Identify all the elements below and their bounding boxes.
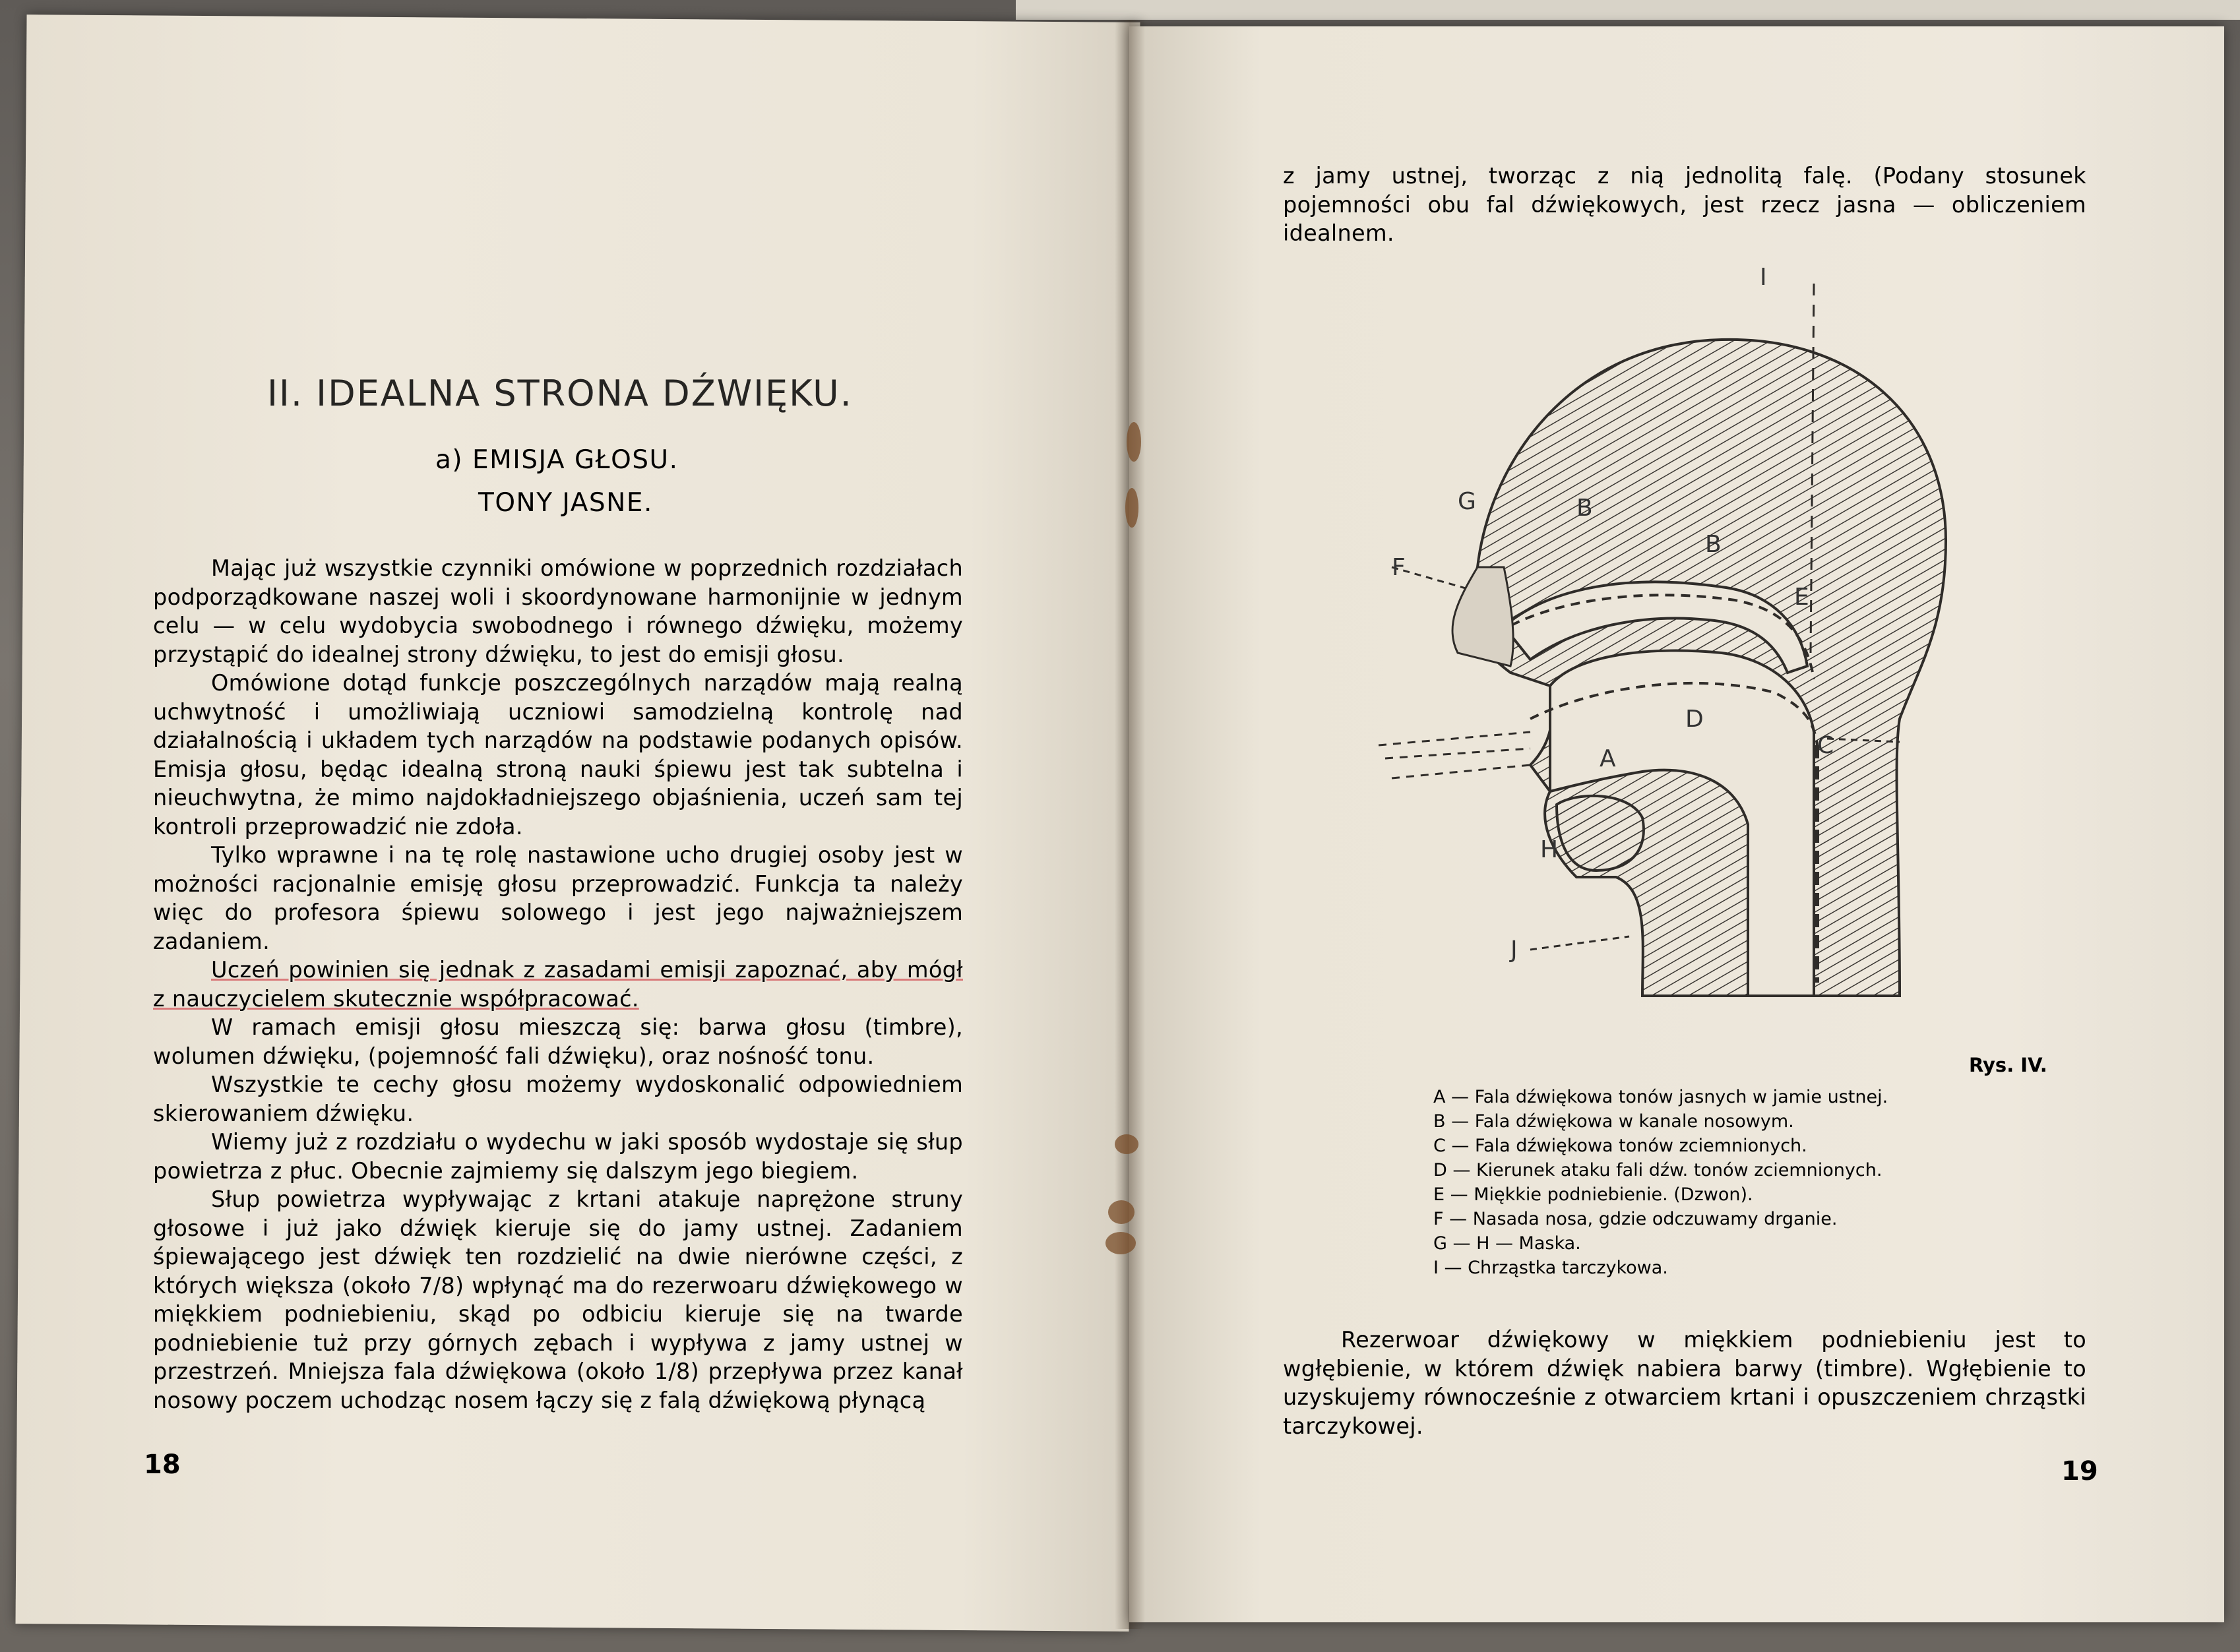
leader-line-j	[1530, 936, 1629, 950]
right-top-text	[1283, 162, 2086, 248]
figure-label-e: E	[1794, 584, 1809, 611]
figure-label-j: J	[1510, 936, 1518, 964]
figure-label-b1: B	[1576, 495, 1593, 522]
section-subtitle: TONY JASNE.	[478, 488, 653, 518]
legend-item: I — Chrząstka tarczykowa.	[1433, 1258, 1668, 1278]
chapter-title: II. IDEALNA STRONA DŹWIĘKU.	[267, 373, 853, 414]
paragraph: Rezerwoar dźwiękowy w miękkiem podniebieniu jest to wgłębienie, w którem dźwięk nabiera barwy (timbre). Wgłębienie to uzyskujemy równocześnie z otwarciem krtani i opuszczeniem chrząstki tarczykowej.	[1283, 1327, 2086, 1439]
exhale-lines	[1379, 732, 1530, 778]
figure-label-i: I	[1760, 264, 1767, 291]
spine-stain	[1125, 488, 1138, 528]
figure-label-c: C	[1817, 732, 1834, 759]
spine-stain	[1115, 1134, 1138, 1154]
spine-stain	[1127, 422, 1141, 462]
paragraph-underlined	[153, 956, 963, 1013]
nose-tip	[1452, 567, 1513, 666]
legend-item: E — Miękkie podniebienie. (Dzwon).	[1433, 1184, 1753, 1205]
right-bottom-text	[1283, 1326, 2086, 1440]
figure-label-h: H	[1540, 836, 1559, 863]
paragraph: Tylko wprawne i na tę rolę nastawione ucho drugiej osoby jest w możności racjonalnie emisję głosu przeprowadzić. Funkcja ta należy więc do profesora śpiewu solowego i jest jego najważniejszem zadaniem.	[153, 842, 963, 954]
figure-label-a: A	[1600, 745, 1616, 772]
underlined-text: Uczeń powinien się jednak z zasadami emisji zapoznać, aby mógł z nauczycielem skutecznie współpracować.	[153, 957, 963, 1012]
page-number-right: 19	[2061, 1456, 2098, 1486]
section-title: a) EMISJA GŁOSU.	[435, 445, 679, 475]
legend-item: A — Fala dźwiękowa tonów jasnych w jamie ustnej.	[1433, 1087, 1888, 1107]
head-cross-section-figure	[1379, 257, 1985, 1022]
paragraph: Mając już wszystkie czynniki omówione w poprzednich rozdziałach podporządkowane naszej woli i skoordynowane harmonijnie w jednym celu — w celu wydobycia swobodnego i równego dźwięku, możemy przystąpić do idealnej strony dźwięku, to jest do emisji głosu.	[153, 555, 963, 667]
underlying-sheet	[1016, 0, 2240, 20]
legend-item: B — Fala dźwiękowa w kanale nosowym.	[1433, 1111, 1794, 1132]
spine-stain	[1105, 1232, 1136, 1254]
figure-label-f: F	[1392, 554, 1406, 581]
figure-label-b2: B	[1705, 531, 1722, 558]
spine-stain	[1108, 1200, 1135, 1224]
figure-legend	[1433, 1085, 1888, 1280]
figure-caption-title: Rys. IV.	[1969, 1054, 2047, 1076]
book-spine	[1115, 20, 1145, 1629]
legend-item: F — Nasada nosa, gdzie odczuwamy drganie.	[1433, 1209, 1838, 1229]
page-number-left: 18	[144, 1450, 181, 1480]
legend-item: G — H — Maska.	[1433, 1233, 1581, 1254]
legend-item: D — Kierunek ataku fali dźw. tonów zciemnionych.	[1433, 1160, 1882, 1180]
paragraph: Słup powietrza wypływając z krtani atakuje naprężone struny głosowe i już jako dźwięk kieruje się do jamy ustnej. Zadaniem śpiewającego jest dźwięk ten rozdzielić na dwie nierówne części, z których większa (około 7/8) wpłynąć ma do rezerwoaru dźwiękowego w miękkiem podniebieniu, skąd po odbiciu kieruje się na twarde podniebienie tuż przy górnych zębach i wypływa z jamy ustnej w przestrzeń. Mniejsza fala dźwiękowa (około 1/8) przepływa przez kanał nosowy poczem uchodząc nosem łączy się z falą dźwiękową płynącą	[153, 1186, 963, 1413]
figure-label-d: D	[1685, 706, 1704, 733]
paragraph: Wszystkie te cechy głosu możemy wydoskonalić odpowiedniem skierowaniem dźwięku.	[153, 1072, 963, 1126]
legend-item: C — Fala dźwiękowa tonów zciemnionych.	[1433, 1136, 1807, 1156]
paragraph: Omówione dotąd funkcje poszczególnych narządów mają realną uchwytność i umożliwiają uczniowi samodzielną kontrolę nad działalnością i układem tych narządów na podstawie podanych opisów. Emisja głosu, będąc idealną stroną nauki śpiewu jest tak subtelna i nieuchwytna, że mimo najdokładniejszego objaśnienia, uczeń sam tej kontroli przeprowadzić nie zdoła.	[153, 670, 963, 840]
figure-label-g: G	[1458, 488, 1476, 515]
paragraph: Wiemy już z rozdziału o wydechu w jaki sposób wydostaje się słup powietrza z płuc. Obecnie zajmiemy się dalszym jego biegiem.	[153, 1129, 963, 1184]
paragraph: W ramach emisji głosu mieszczą się: barwa głosu (timbre), wolumen dźwięku, (pojemność fali dźwięku), oraz nośność tonu.	[153, 1014, 963, 1069]
left-body-text	[153, 554, 963, 1415]
paragraph: z jamy ustnej, tworząc z nią jednolitą falę. (Podany stosunek pojemności obu fal dźwiękowych, jest rzecz jasna — obliczeniem idealnem.	[1283, 163, 2086, 246]
chin	[1557, 796, 1644, 871]
